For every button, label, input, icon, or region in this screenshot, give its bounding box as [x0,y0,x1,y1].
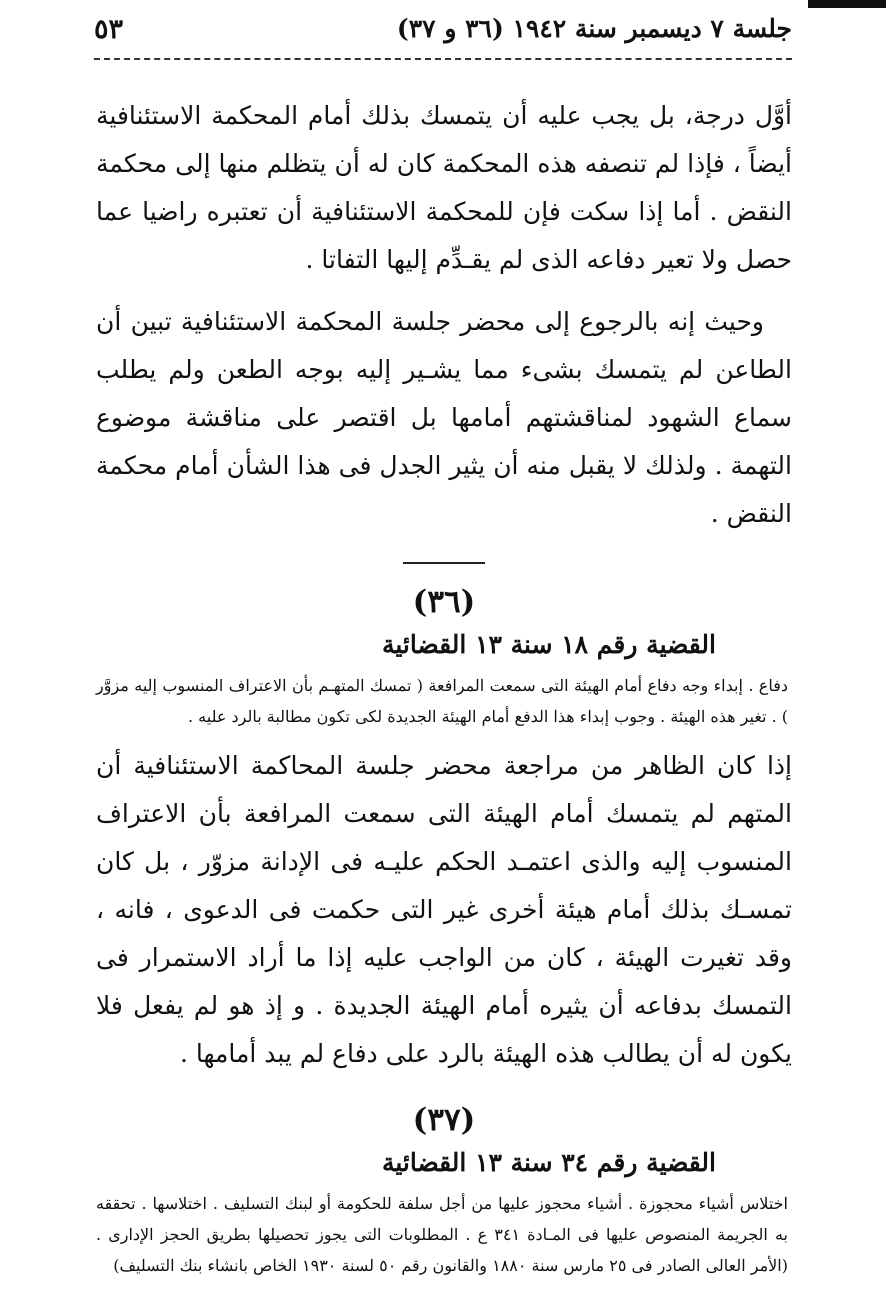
page-corner-mark [808,0,886,8]
case-number: (٣٦) [412,584,476,620]
case-reference: القضية رقم ١٨ سنة ١٣ القضائية [381,630,716,659]
page-content [96,92,792,1281]
case-summary: اختلاس أشياء محجوزة . أشياء محجوز عليها من أجل سلفة للحكومة أو لبنك التسليف . اختلاسها . تحققه به الجريمة المنصوص عليها فى المـادة ٣٤١ ع . المطلوبات التى يجوز تحصيلها بطريق الحجز الإدارى . (الأمر العالى الصادر فى ٢٥ مارس سنة ١٨٨٠ والقانون رقم ٥٠ لسنة ١٩٣٠ الخاص بانشاء بنك التسليف) [96,1194,788,1275]
case-number: (٣٧) [412,1102,476,1138]
continued-paragraph-1: أوَّل درجة، بل يجب عليه أن يتمسك بذلك أمام المحكمة الاستئنافية أيضاً ، فإذا لم تنصفه هذه المحكمة كان له أن يتظلم منها إلى محكمة النقض . أما إذا سكت فإن للمحكمة الاستئنافية أن تعتبره راضيا عما حصل ولا تعير دفاعه الذى لم يقـدِّم إليها التفاتا . [96,101,792,274]
section-separator [403,562,485,564]
continued-paragraph-2: وحيث إنه بالرجوع إلى محضر جلسة المحكمة الاستئنافية تبين أن الطاعن لم يتمسك بشىء مما يشـير إليه بوجه الطعن ولم يطلب سماع الشهود لمناقشتهم أمامها بل اقتصر على مناقشة موضوع التهمة . ولذلك لا يقبل منه أن يثير الجدل فى هذا الشأن أمام محكمة النقض . [96,307,792,528]
page-number: ٥٣ [94,14,124,45]
case-36 [96,582,792,1078]
case-reference: القضية رقم ٣٤ سنة ١٣ القضائية [381,1148,716,1177]
case-37 [96,1100,792,1281]
page-header [94,14,792,54]
header-rule [94,58,792,60]
case-summary: دفاع . إبداء وجه دفاع أمام الهيئة التى سمعت المرافعة ( تمسك المتهـم بأن الاعتراف المنسوب إليه مزوَّر ) . تغير هذه الهيئة . وجوب إبداء هذا الدفع أمام الهيئة الجديدة لكى تكون مطالبة بالرد عليه . [96,676,788,726]
running-title: جلسة ٧ ديسمبر سنة ١٩٤٢ (٣٦ و ٣٧) [396,14,792,43]
case-body: إذا كان الظاهر من مراجعة محضر جلسة المحاكمة الاستئنافية أن المتهم لم يتمسك أمام الهيئة التى سمعت المرافعة بأن الاعتراف المنسوب إليه والذى اعتمـد الحكم عليـه فى الإدانة مزوّر ، بل كان تمسـك بذلك أمام هيئة أخرى غير التى حكمت فى الدعوى ، فانه ، وقد تغيرت الهيئة ، كان من الواجب عليه إذا ما أراد الاستمرار فى التمسك بدفاعه أن يثيره أمام الهيئة الجديدة . و إذ هو لم يفعل فلا يكون له أن يطالب هذه الهيئة بالرد على دفاع لم يبد أمامها . [96,751,792,1068]
